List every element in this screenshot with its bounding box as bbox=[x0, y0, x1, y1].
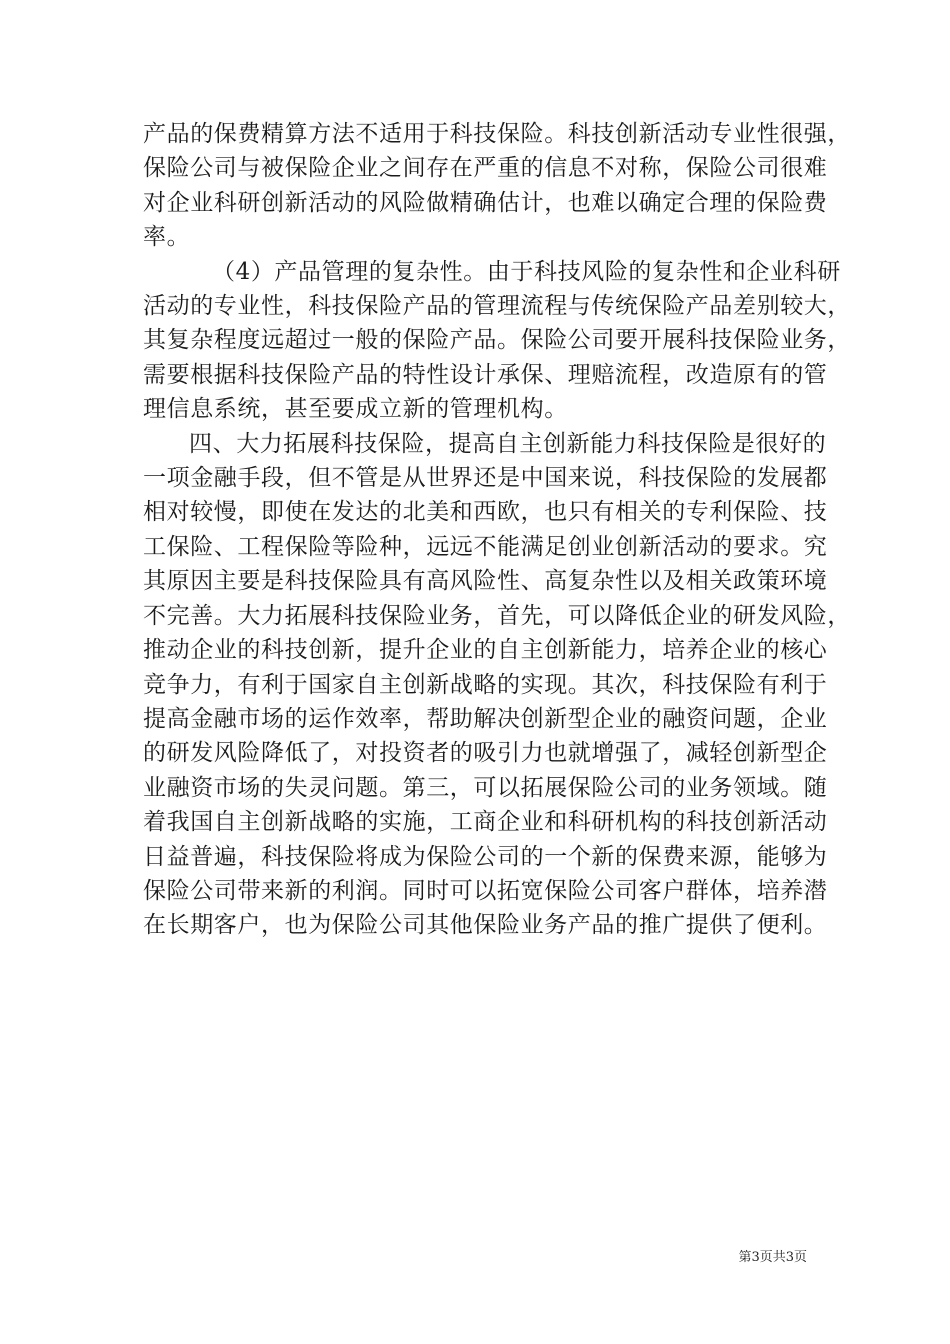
text-line: 需要根据科技保险产品的特性设计承保、理赔流程，改造原有的管 bbox=[143, 361, 828, 388]
text-line: 工保险、工程保险等险种，远远不能满足创业创新活动的要求。究 bbox=[143, 533, 828, 560]
paragraph-premium-pricing bbox=[143, 117, 851, 255]
text-line: 的研发风险降低了，对投资者的吸引力也就增强了，减轻创新型企 bbox=[143, 740, 828, 767]
text-line: 保险公司与被保险企业之间存在严重的信息不对称，保险公司很难 bbox=[143, 155, 828, 182]
text-line: 相对较慢，即使在发达的北美和西欧，也只有相关的专利保险、技 bbox=[143, 499, 828, 526]
paragraph-product-management bbox=[143, 255, 851, 427]
text-line: 不完善。大力拓展科技保险业务，首先，可以降低企业的研发风险， bbox=[143, 602, 851, 629]
text-line: 其原因主要是科技保险具有高风险性、高复杂性以及相关政策环境 bbox=[143, 568, 828, 595]
text-line: 保险公司带来新的利润。同时可以拓宽保险公司客户群体，培养潜 bbox=[143, 877, 828, 904]
text-line: 其复杂程度远超过一般的保险产品。保险公司要开展科技保险业务， bbox=[143, 327, 851, 354]
text-line: 着我国自主创新战略的实施，工商企业和科研机构的科技创新活动 bbox=[143, 809, 828, 836]
text-line: 在长期客户，也为保险公司其他保险业务产品的推广提供了便利。 bbox=[143, 912, 828, 939]
document-body bbox=[143, 117, 851, 943]
text-line: 活动的专业性，科技保险产品的管理流程与传统保险产品差别较大， bbox=[143, 293, 851, 320]
text-line: 理信息系统，甚至要成立新的管理机构。 bbox=[143, 396, 568, 423]
text-line: 产品的保费精算方法不适用于科技保险。科技创新活动专业性很强， bbox=[143, 121, 851, 147]
page-number-footer: 第3页共3页 bbox=[738, 1250, 807, 1265]
text-line: 推动企业的科技创新，提升企业的自主创新能力，培养企业的核心 bbox=[143, 637, 828, 664]
text-line: （4）产品管理的复杂性。由于科技风险的复杂性和企业科研 bbox=[212, 258, 841, 285]
text-line: 率。 bbox=[143, 224, 191, 251]
text-line: 一项金融手段，但不管是从世界还是中国来说，科技保险的发展都 bbox=[143, 465, 828, 492]
text-line: 日益普遍，科技保险将成为保险公司的一个新的保费来源，能够为 bbox=[143, 843, 828, 870]
text-line: 四、大力拓展科技保险，提高自主创新能力科技保险是很好的 bbox=[189, 430, 827, 457]
paragraph-section-four bbox=[143, 427, 851, 943]
text-line: 竞争力，有利于国家自主创新战略的实现。其次，科技保险有利于 bbox=[143, 671, 828, 698]
text-line: 对企业科研创新活动的风险做精确估计，也难以确定合理的保险费 bbox=[143, 189, 828, 216]
text-line: 业融资市场的失灵问题。第三，可以拓展保险公司的业务领域。随 bbox=[143, 774, 828, 801]
text-line: 提高金融市场的运作效率，帮助解决创新型企业的融资问题，企业 bbox=[143, 705, 828, 732]
